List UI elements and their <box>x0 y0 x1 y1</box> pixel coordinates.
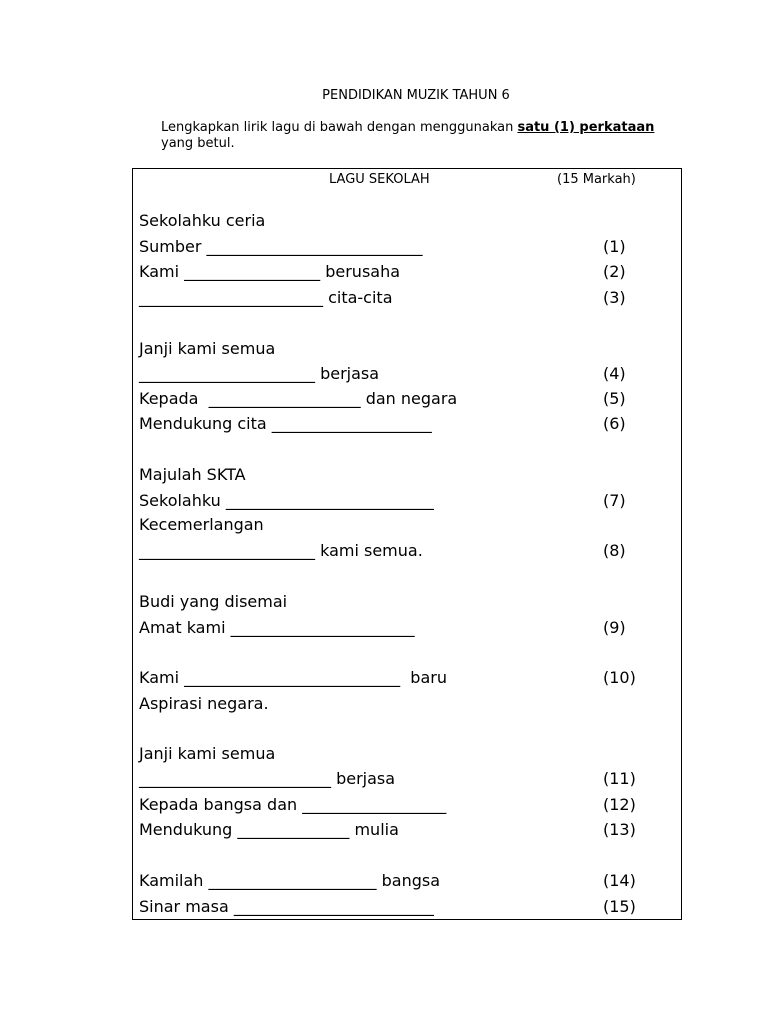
lyric-line: ______________________ berjasa <box>139 364 380 383</box>
instructions <box>161 120 686 152</box>
question-number: (5) <box>603 389 626 408</box>
question-number: (4) <box>603 364 626 383</box>
song-box <box>132 168 682 920</box>
lyric-line: _______________________ cita-cita <box>139 288 393 307</box>
lyric-line: Kami _________________ berusaha <box>139 262 401 281</box>
lyric-line: Sekolahku __________________________ <box>139 491 434 510</box>
lyric-line: Kecemerlangan <box>139 515 264 534</box>
lyric-line: Janji kami semua <box>139 744 276 763</box>
lyric-line: Mendukung ______________ mulia <box>139 820 399 839</box>
lyric-line: Mendukung cita ____________________ <box>139 414 432 433</box>
question-number: (7) <box>603 491 626 510</box>
lyric-line: Sumber ___________________________ <box>139 237 423 256</box>
question-number: (2) <box>603 262 626 281</box>
instructions-text: Lengkapkan lirik lagu di bawah dengan menggunakan <box>161 120 518 135</box>
lyric-line: Kepada bangsa dan __________________ <box>139 795 447 814</box>
lyric-line: Sekolahku ceria <box>139 211 266 230</box>
song-title: LAGU SEKOLAH <box>329 172 430 187</box>
page-title: PENDIDIKAN MUZIK TAHUN 6 <box>322 88 510 103</box>
question-number: (8) <box>603 541 626 560</box>
question-number: (10) <box>603 668 636 687</box>
lyric-line: Amat kami _______________________ <box>139 618 415 637</box>
question-number: (1) <box>603 237 626 256</box>
lyric-line: ______________________ kami semua. <box>139 541 423 560</box>
question-number: (3) <box>603 288 626 307</box>
lyric-line: Majulah SKTA <box>139 465 246 484</box>
lyric-line: Sinar masa _________________________ <box>139 897 434 916</box>
song-marks: (15 Markah) <box>557 172 636 187</box>
lyric-line: Janji kami semua <box>139 339 276 358</box>
lyric-line: Aspirasi negara. <box>139 694 269 713</box>
question-number: (13) <box>603 820 636 839</box>
lyric-line: Budi yang disemai <box>139 592 288 611</box>
question-number: (9) <box>603 618 626 637</box>
question-number: (14) <box>603 871 636 890</box>
question-number: (11) <box>603 769 636 788</box>
lyric-line: Kepada ___________________ dan negara <box>139 389 458 408</box>
question-number: (12) <box>603 795 636 814</box>
instructions-emphasis: satu (1) perkataan <box>517 120 655 135</box>
lyric-line: Kami ___________________________ baru <box>139 668 447 687</box>
lyric-line: ________________________ berjasa <box>139 769 396 788</box>
question-number: (6) <box>603 414 626 433</box>
instructions-text-end: yang betul. <box>161 136 235 151</box>
lyric-line: Kamilah _____________________ bangsa <box>139 871 441 890</box>
question-number: (15) <box>603 897 636 916</box>
